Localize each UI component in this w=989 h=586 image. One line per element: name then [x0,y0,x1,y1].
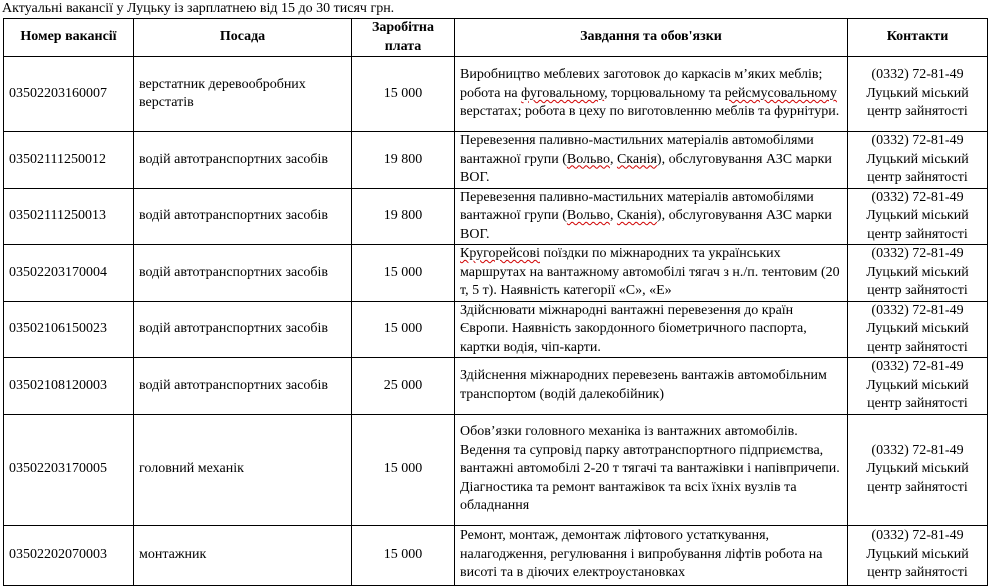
table-header-row [4,19,988,57]
salary-cell: 15 000 [352,525,455,585]
contact-phone: (0332) 72-81-49 [871,302,964,318]
tasks-text: , [609,151,617,167]
contact-line1: Луцький міський [866,151,969,167]
flagged-word: фуговальному [521,85,605,101]
contact-line1: Луцький міський [866,208,969,223]
contact-phone: (0332) 72-81-49 [871,246,964,261]
header-position: Посада [134,19,352,57]
tasks-text: Здійснення міжнародних перевезень вантажів автомобільним транспортом (водій далекобійник) [460,368,827,402]
contact-line1: Луцький міський [866,461,969,477]
vacancy-number: 03502203170005 [4,414,134,525]
tasks-cell [455,525,848,585]
table-row [4,132,988,189]
salary-cell: 15 000 [352,301,455,358]
vacancy-number: 03502106150023 [4,301,134,358]
contact-cell [848,525,988,585]
tasks-cell [455,245,848,302]
table-row [4,525,988,585]
vacancy-number: 03502108120003 [4,358,134,415]
tasks-text: Перевезення паливно-мастильних матеріалів автомобілями вантажної групи ( [460,189,814,223]
position-cell: водій автотранспортних засобів [134,188,352,245]
salary-cell: 15 000 [352,414,455,525]
salary-cell: 19 800 [352,188,455,245]
tasks-text: , [609,208,617,223]
contact-line1: Луцький міський [866,85,969,101]
flagged-word: Вольво [566,208,610,223]
salary-cell: 25 000 [352,358,455,415]
contact-line1: Луцький міський [866,546,969,562]
tasks-text: Виробництво меблевих заготовок до каркасів м’яких меблів; робота на [460,67,823,101]
contact-phone: (0332) 72-81-49 [871,442,964,458]
flagged-word: рейсмусовальному [724,85,837,101]
contact-cell [848,301,988,358]
tasks-cell [455,57,848,132]
position-cell: водій автотранспортних засобів [134,358,352,415]
flagged-word: Сканія [616,151,657,167]
tasks-text: , торцювальному та [604,85,725,101]
table-row [4,57,988,132]
table-row [4,245,988,302]
contact-line1: Луцький міський [866,321,969,336]
contact-line1: Луцький міський [866,264,969,280]
table-row [4,188,988,245]
vacancy-number: 03502203170004 [4,245,134,302]
table-row [4,358,988,415]
vacancies-table [3,18,988,586]
header-tasks: Завдання та обов'язки [455,19,848,57]
table-row [4,414,988,525]
tasks-cell [455,301,848,358]
vacancy-number: 03502111250013 [4,188,134,245]
contact-line2: центр зайнятості [867,170,968,185]
position-cell: верстатник деревообробних верстатів [134,57,352,132]
tasks-text: поїздки по міжнародних та українських маршрутах на вантажному автомобілі тягач з н./п. тентовим (20 т, 5 т). Наявність категорії «С», «Е» [460,246,840,298]
contact-phone: (0332) 72-81-49 [871,528,964,544]
tasks-cell [455,358,848,415]
tasks-text: Ремонт, монтаж, демонтаж ліфтового устаткування, налагодження, регулювання і випробування ліфтів робота на висоті та в діючих електроустановках [460,528,823,581]
contact-cell [848,57,988,132]
flagged-word: Вольво [566,151,610,167]
contact-line2: центр зайнятості [867,283,968,298]
contact-phone: (0332) 72-81-49 [871,189,964,205]
contact-line2: центр зайнятості [867,104,968,120]
contact-phone: (0332) 72-81-49 [871,133,964,148]
position-cell: водій автотранспортних засобів [134,245,352,302]
vacancy-number: 03502111250012 [4,132,134,189]
contact-line2: центр зайнятості [867,565,968,581]
contact-cell [848,245,988,302]
salary-cell: 15 000 [352,57,455,132]
contact-cell [848,358,988,415]
tasks-text: Перевезення паливно-мастильних матеріалів автомобілями вантажної групи ( [460,133,814,167]
contact-cell [848,414,988,525]
tasks-text: верстатах; робота в цеху по виготовленню меблів та фурнітури. [460,104,840,120]
table-body [4,57,988,586]
flagged-word: Сканія [616,208,657,223]
tasks-cell [455,132,848,189]
vacancy-number: 03502203160007 [4,57,134,132]
tasks-text: Обов’язки головного механіка із вантажних автомобілів. Ведення та супровід парку автотранспортного підприємства, вантажні автомобілі 2-20 т тягачі та вантажівки і напівпричепи. Діагностика та ремонт вантажівок та всіх їхніх вузлів та обладнання [460,424,840,514]
contact-phone: (0332) 72-81-49 [871,359,964,374]
tasks-text: Здійснювати міжнародні вантажні перевезення до країн Європи. Наявність закордонного біометричного паспорта, картки водія, чіп-карти. [460,302,807,355]
document-title: Актуальні вакансії у Луцьку із зарплатнею від 15 до 30 тисяч грн. [2,1,395,16]
position-cell: водій автотранспортних засобів [134,301,352,358]
flagged-word: Кругорейсові [460,246,540,261]
contact-line2: центр зайнятості [867,226,968,242]
tasks-text: ), обслуговування АЗС марки ВОГ. [460,151,832,185]
contact-line2: центр зайнятості [867,339,968,355]
contact-phone: (0332) 72-81-49 [871,67,964,83]
position-cell: водій автотранспортних засобів [134,132,352,189]
tasks-cell [455,414,848,525]
table-row [4,301,988,358]
header-contacts: Контакти [848,19,988,57]
contact-line2: центр зайнятості [867,479,968,495]
contact-cell [848,132,988,189]
contact-line1: Луцький міський [866,377,969,393]
tasks-cell [455,188,848,245]
header-number: Номер вакансії [4,19,134,57]
contact-line2: центр зайнятості [867,396,968,411]
salary-cell: 19 800 [352,132,455,189]
vacancy-number: 03502202070003 [4,525,134,585]
position-cell: монтажник [134,525,352,585]
position-cell: головний механік [134,414,352,525]
tasks-text: ), обслуговування АЗС марки ВОГ. [460,208,832,242]
header-salary: Заробітна плата [352,19,455,57]
contact-cell [848,188,988,245]
salary-cell: 15 000 [352,245,455,302]
